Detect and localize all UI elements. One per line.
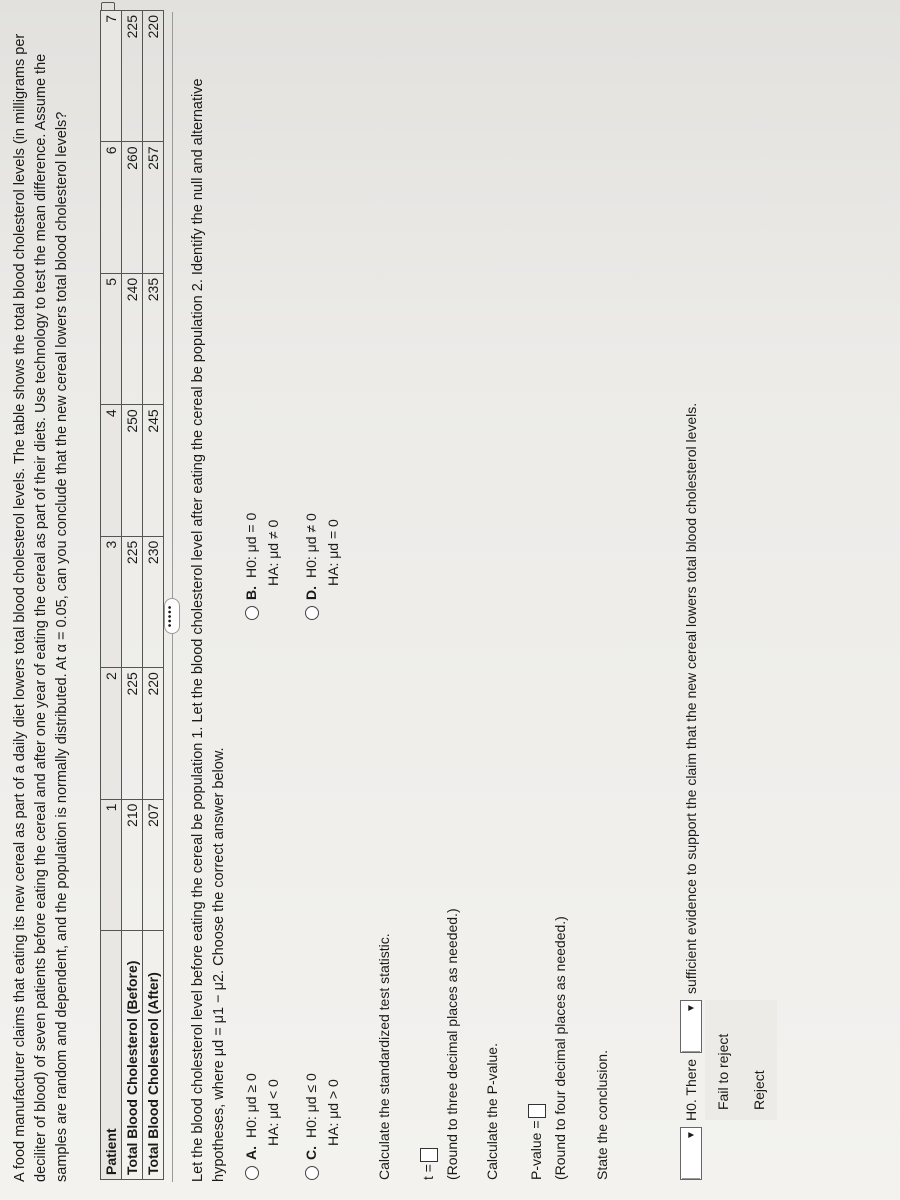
choice-letter: C. [303,1146,319,1160]
conclusion-row [680,403,702,1180]
table-cell: 6 [101,142,122,273]
chevron-down-icon: ▼ [685,1003,697,1013]
table-cell: 220 [143,11,164,142]
row-label: Patient [101,931,122,1180]
chevron-down-icon: ▼ [685,1130,697,1140]
table-cell: 225 [122,536,143,667]
table-cell: 4 [101,405,122,536]
pvalue-input[interactable] [528,1104,546,1118]
hypotheses-prompt: Let the blood cholesterol level before eating the cereal be population 1. Let the blood cholesterol level after eating the cereal be population 2. Identify the null and alternative hypotheses, where μd = μ1 − μ2. Choose the correct answer below. [190,78,227,1182]
dropdown-value [682,1142,700,1179]
table-row [143,11,164,1180]
conclusion-h0: H0. There [683,1059,699,1121]
radio-icon[interactable] [245,606,259,620]
row-label: Total Blood Cholesterol (Before) [122,931,143,1180]
radio-icon[interactable] [305,606,319,620]
table-cell: 2 [101,668,122,799]
choice-b[interactable] [240,513,284,620]
conclusion-text: sufficient evidence to support the claim that the new cereal lowers total blood cholesterol levels. [683,402,699,994]
choice-letter: A. [243,1146,259,1160]
choice-h0: H0: μd ≥ 0 [243,1073,259,1138]
reject-dropdown[interactable] [680,1127,702,1180]
choice-c[interactable] [300,1073,344,1180]
conclusion-label: State the conclusion. [594,1050,610,1180]
table-cell: 225 [122,668,143,799]
section-divider [172,12,173,1182]
test-stat-label: Calculate the standardized test statistic. [376,933,392,1180]
evidence-dropdown[interactable] [680,1000,702,1053]
radio-icon[interactable] [305,1166,319,1180]
table-cell: 230 [143,536,164,667]
choice-ha: HA: μd < 0 [265,1079,281,1146]
table-cell: 1 [101,799,122,930]
test-stat-row [420,1148,438,1180]
choice-ha: HA: μd = 0 [325,519,341,586]
table-cell: 210 [122,799,143,930]
table-cell: 235 [143,273,164,404]
choice-h0: H0: μd = 0 [243,512,259,578]
pvalue-row [528,1104,546,1180]
choice-a[interactable] [240,1073,284,1180]
table-cell: 3 [101,536,122,667]
test-stat-input[interactable] [420,1148,438,1162]
test-stat-prefix: t = [420,1164,436,1180]
cholesterol-table [100,10,164,1180]
problem-statement: A food manufacturer claims that eating its new cereal as part of a daily diet lowers total blood cholesterol levels. The table shows the total blood cholesterol levels (in milligrams per deciliter of blood) of seven patients before eating the cereal and after one year of eating the cereal as part of their diets. Use technology to test the mean difference. Assume the samples are random and dependent, and the population is normally distributed. At α = 0.05, can you conclude that the new cereal lowers total blood cholesterol levels? [12,33,70,1182]
table-row [101,11,122,1180]
table-cell: 240 [122,273,143,404]
menu-item-fail-to-reject[interactable]: Fail to reject [715,1033,731,1110]
choice-h0: H0: μd ≠ 0 [303,513,319,578]
table-cell: 257 [143,142,164,273]
choice-letter: D. [303,586,319,600]
expand-button[interactable]: ••••• [164,598,180,634]
pvalue-note: (Round to four decimal places as needed.) [552,916,568,1180]
pvalue-prefix: P-value = [528,1120,544,1180]
table-cell: 245 [143,405,164,536]
choice-letter: B. [243,586,259,600]
reject-dropdown-menu [705,1000,777,1120]
table-cell: 220 [143,668,164,799]
dropdown-value [682,1015,700,1052]
table-row [122,11,143,1180]
radio-icon[interactable] [245,1166,259,1180]
menu-item-reject[interactable]: Reject [751,1070,767,1110]
test-stat-note: (Round to three decimal places as needed.) [444,908,460,1180]
table-cell: 260 [122,142,143,273]
table-cell: 5 [101,273,122,404]
row-label: Total Blood Cholesterol (After) [143,931,164,1180]
table-cell: 7 [101,11,122,142]
pvalue-label: Calculate the P-value. [484,1043,500,1180]
table-cell: 207 [143,799,164,930]
choice-d[interactable] [300,513,344,620]
choice-ha: HA: μd > 0 [325,1079,341,1146]
choice-ha: HA: μd ≠ 0 [265,519,281,586]
table-cell: 225 [122,11,143,142]
table-cell: 250 [122,405,143,536]
choice-h0: H0: μd ≤ 0 [303,1073,319,1138]
